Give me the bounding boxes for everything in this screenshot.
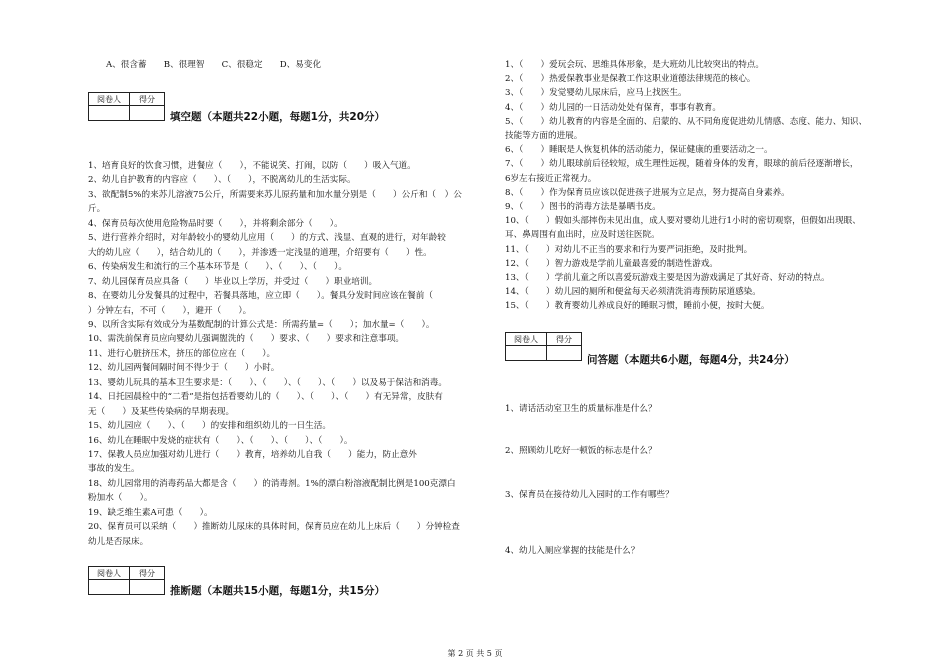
options-line: A、很含蓄 B、很理智 C、很稳定 D、易变化 xyxy=(106,60,322,70)
question-line: 8、在婴幼儿分发餐具的过程中，若餐具落地，应立即（ ）。餐具分发时间应该在餐前（ xyxy=(88,291,451,302)
score-table-reviewer-label: 阅卷人 xyxy=(89,567,130,580)
judge-heading: 推断题（本题共15小题，每题1分，共15分） xyxy=(170,585,386,597)
question-line: 3、（ ）发觉婴幼儿尿床后，应马上找医生。 xyxy=(505,88,687,99)
question-line: 4、幼儿入厕应掌握的技能是什么？ xyxy=(505,546,640,556)
question-line: 1、培育良好的饮食习惯，进餐应（ ），不能说笑、打闹，以防（ ）吸入气道。 xyxy=(88,161,416,171)
question-line: 5、进行营养介绍时，对年龄较小的婴幼儿应用（ ）的方式、浅显、直观的进行，对年龄较 xyxy=(88,233,446,244)
question-line: 11、（ ）对幼儿不正当的要求和行为要严词拒绝，及时批判。 xyxy=(505,244,753,255)
question-line: 4、保育员每次使用危险物品时要（ ），并将剩余部分（ ）。 xyxy=(88,218,343,229)
question-line: 14、（ ）幼儿园的厕所和便盆每天必须清洗消毒预防尿道感染。 xyxy=(505,287,761,298)
question-line: 13、（ ）学前儿童之所以喜爱玩游戏主要是因为游戏满足了其好奇、好动的特点。 xyxy=(505,273,830,283)
score-table-qa xyxy=(505,332,582,361)
question-line: ）分钟左右，不可（ ），避开（ ）。 xyxy=(88,305,252,316)
question-line: 6岁左右接近正常视力。 xyxy=(505,173,597,184)
question-line: 17、保教人员应加强对幼儿进行（ ）教育，培养幼儿自我（ ）能力，防止意外 xyxy=(88,450,417,460)
question-line: 2、幼儿自护教育的内容应（ ）、（ ），不脱离幼儿的生活实际。 xyxy=(88,175,356,186)
question-line: 事故的发生。 xyxy=(88,464,140,475)
question-line: 粉加水（ ）。 xyxy=(88,493,153,504)
question-line: 2、照顾幼儿吃好一顿饭的标志是什么？ xyxy=(505,446,657,456)
score-table-reviewer-label: 阅卷人 xyxy=(506,333,547,346)
question-line: 7、（ ）幼儿眼球前后径较短，成生理性远视，随着身体的发育，眼球的前后径逐渐增长， xyxy=(505,159,859,170)
question-line: 18、幼儿园常用的消毒药品大都是含（ ）的消毒剂。1%的漂白粉溶液配制比例是100克漂白 xyxy=(88,478,456,489)
question-line: 14、日托园晨检中的“二看”是指包括看婴幼儿的（ ）、（ ）、（ ）有无异常，皮肤有 xyxy=(88,392,443,403)
score-table-judge xyxy=(88,566,165,595)
question-line: 耳、鼻周围有血出时，应及时送往医院。 xyxy=(505,230,660,241)
question-line: 15、（ ）教育婴幼儿养成良好的睡眠习惯，睡前小便，按时大便。 xyxy=(505,301,770,312)
question-line: 12、幼儿园两餐间隔时间不得少于（ ）小时。 xyxy=(88,363,280,374)
question-line: 5、（ ）幼儿教育的内容是全面的、启蒙的、从不同角度促进幼儿情感、态度、能力、知识、 xyxy=(505,116,868,127)
question-line: 19、缺乏维生素A可患（ ）。 xyxy=(88,507,213,518)
question-line: 6、（ ）睡眠是人恢复机体的活动能力，保证健康的重要活动之一。 xyxy=(505,145,773,156)
question-line: 1、（ ）爱玩会玩、思维具体形象，是大班幼儿比较突出的特点。 xyxy=(505,60,764,70)
question-line: 16、幼儿在睡眠中发烧的症状有（ ）、（ ）、（ ）、（ ）。 xyxy=(88,435,353,446)
qa-heading: 问答题（本题共6小题，每题4分，共24分） xyxy=(587,354,795,366)
question-line: 10、（ ）假如头部摔伤未见出血，成人要对婴幼儿进行1小时的密切观察，但假如出现眼、 xyxy=(505,216,861,227)
question-line: 8、（ ）作为保育员应该以促进孩子进展为立足点，努力提高自身素养。 xyxy=(505,187,790,198)
question-line: 20、保育员可以采纳（ ）推断幼儿尿床的具体时间，保育员应在幼儿上床后（ ）分钟检查 xyxy=(88,522,460,533)
score-table-fill xyxy=(88,92,165,121)
question-line: 3、保育员在接待幼儿入园时的工作有哪些？ xyxy=(505,490,674,500)
question-line: 幼儿是否尿床。 xyxy=(88,536,149,547)
score-table-score-label: 得分 xyxy=(130,93,165,106)
question-line: 7、幼儿园保育员应具备（ ）毕业以上学历，并受过（ ）职业培训。 xyxy=(88,276,378,287)
question-line: 4、（ ）幼儿园的一日活动处处有保育，事事有教育。 xyxy=(505,102,722,113)
question-line: 3、欲配制5%的来苏儿溶液75公斤，所需要来苏儿原药量和加水量分别是（ ）公斤和（ ）公 xyxy=(88,189,462,200)
question-line: 斤。 xyxy=(88,204,106,215)
question-line: 11、进行心脏挤压术，挤压的部位应在（ ）。 xyxy=(88,348,276,359)
question-line: 无（ ）及某些传染病的早期表现。 xyxy=(88,406,235,417)
page-footer: 第 2 页 共 5 页 xyxy=(447,649,503,658)
question-line: 2、（ ）热爱保教事业是保教工作这职业道德法律规范的核心。 xyxy=(505,74,756,85)
question-line: 12、（ ）智力游戏是学前儿童最喜爱的制造性游戏。 xyxy=(505,258,718,269)
question-line: 6、传染病发生和流行的三个基本环节是（ ）、（ ）、（ ）。 xyxy=(88,262,347,273)
question-line: 1、请话活动室卫生的质量标准是什么？ xyxy=(505,404,657,414)
question-line: 13、婴幼儿玩具的基本卫生要求是：（ ）、（ ）、（ ）、（ ）以及易于保洁和消毒。 xyxy=(88,377,447,388)
fill-heading: 填空题（本题共22小题，每题1分，共20分） xyxy=(170,111,386,123)
question-line: 9、（ ）图书的消毒方法是暴晒书皮。 xyxy=(505,202,661,212)
score-table-reviewer-label: 阅卷人 xyxy=(89,93,130,106)
question-line: 9、以所含实际有效成分为基数配制的计算公式是：所需药量=（ ）；加水量=（ ）。 xyxy=(88,319,435,330)
score-table-score-label: 得分 xyxy=(130,567,165,580)
score-table-score-label: 得分 xyxy=(547,333,582,346)
question-line: 技能等方面的进展。 xyxy=(505,131,583,141)
question-line: 15、幼儿园应（ ）、（ ）的安排和组织幼儿的一日生活。 xyxy=(88,421,331,432)
question-line: 10、需洗前保育员应向婴幼儿强调盥洗的（ ）要求、（ ）要求和注意事项。 xyxy=(88,334,405,345)
question-line: 大的幼儿应（ ），结合幼儿的（ ），并渗透一定浅显的道理，介绍要有（ ）性。 xyxy=(88,247,432,258)
